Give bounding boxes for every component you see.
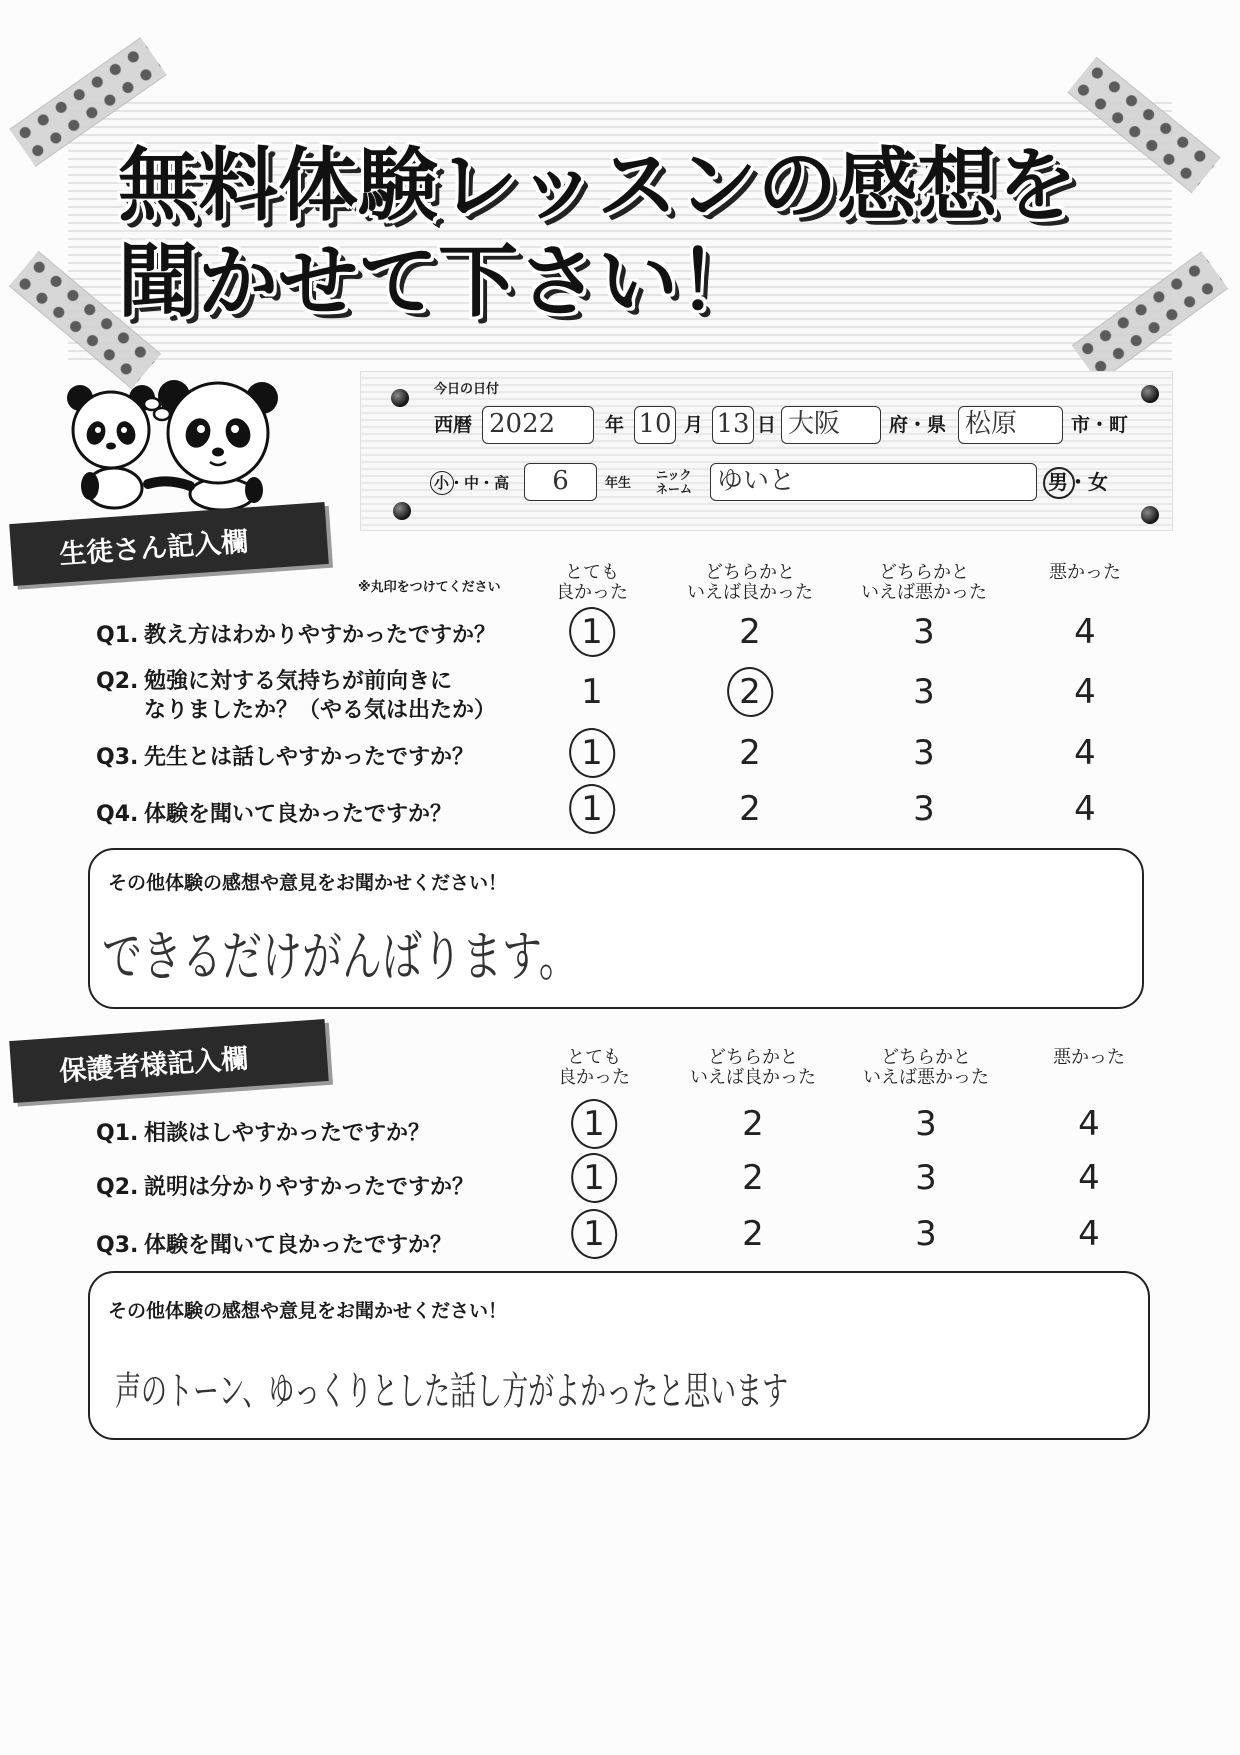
student-section-title: 生徒さん記入欄 bbox=[58, 526, 250, 571]
date-caption: 今日の日付 bbox=[434, 382, 500, 397]
year-label: 年 bbox=[605, 414, 625, 436]
screw-icon bbox=[1141, 506, 1159, 524]
student-section-header bbox=[9, 502, 329, 586]
parent-question-1 bbox=[96, 1119, 430, 1148]
parent-q3-option-3: 3 bbox=[915, 1214, 937, 1254]
parent-rating-header-1: とても 良かった bbox=[558, 1047, 630, 1088]
gender-options bbox=[1048, 471, 1108, 493]
nickname-label: ニック ネーム bbox=[656, 468, 693, 496]
student-q1-option-3: 3 bbox=[913, 612, 935, 652]
student-q1-option-2: 2 bbox=[739, 612, 761, 652]
parent-rating-header-2: どちらかと いえば良かった bbox=[690, 1047, 816, 1088]
separator: ・ bbox=[449, 474, 465, 492]
question-text: 体験を聞いて良かったですか？ bbox=[144, 802, 453, 827]
gender-1: 女 bbox=[1088, 470, 1108, 494]
parent-question-3 bbox=[96, 1231, 452, 1260]
student-question-4 bbox=[96, 800, 452, 829]
gender-0: 男 bbox=[1048, 470, 1068, 494]
parent-question-2 bbox=[96, 1173, 474, 1202]
parent-q1-option-4: 4 bbox=[1078, 1104, 1100, 1144]
student-comment-box bbox=[88, 848, 1144, 1009]
student-rating-header-3: どちらかと いえば悪かった bbox=[861, 562, 987, 603]
parent-q2-option-2: 2 bbox=[742, 1158, 764, 1198]
school-level-2: 高 bbox=[494, 474, 510, 492]
parent-comment-text: 声のトーン、ゆっくりとした話し方がよかったと思います bbox=[115, 1370, 789, 1415]
student-q1-option-1: 1 bbox=[581, 612, 603, 652]
student-q3-option-1: 1 bbox=[581, 733, 603, 773]
screw-icon bbox=[391, 389, 409, 407]
question-number: Q1. bbox=[96, 1121, 139, 1146]
parent-q1-option-1: 1 bbox=[583, 1104, 605, 1144]
student-q4-option-4: 4 bbox=[1074, 789, 1096, 829]
question-text: 相談はしやすかったですか？ bbox=[144, 1121, 431, 1146]
city-field: 松原 bbox=[958, 406, 1063, 444]
parent-q1-option-2: 2 bbox=[742, 1104, 764, 1144]
student-rating-header-4: 悪かった bbox=[1049, 562, 1121, 583]
parent-q1-option-3: 3 bbox=[915, 1104, 937, 1144]
student-rating-header-1: とても 良かった bbox=[556, 562, 628, 603]
school-level-options bbox=[434, 472, 509, 494]
school-level-1: 中 bbox=[464, 474, 480, 492]
student-question-1 bbox=[96, 621, 496, 650]
question-number: Q2. bbox=[96, 1175, 139, 1200]
panda-small bbox=[67, 385, 170, 508]
title-line-1: 無料体験レッスンの感想を bbox=[118, 139, 1078, 232]
screw-icon bbox=[1141, 385, 1159, 403]
student-q2-option-1: 1 bbox=[581, 672, 603, 712]
student-q4-option-3: 3 bbox=[913, 789, 935, 829]
screw-icon bbox=[393, 502, 411, 520]
student-q3-option-4: 4 bbox=[1074, 733, 1096, 773]
parent-comment-box bbox=[88, 1271, 1150, 1440]
month-label: 月 bbox=[684, 414, 704, 436]
question-text: 説明は分かりやすかったですか？ bbox=[144, 1175, 475, 1200]
question-text: 教え方はわかりやすかったですか？ bbox=[144, 623, 497, 648]
panda-large bbox=[148, 380, 278, 510]
parent-q3-option-1: 1 bbox=[583, 1214, 605, 1254]
parent-section-header bbox=[9, 1019, 329, 1103]
era-label: 西暦 bbox=[434, 414, 473, 436]
year-field: 2022 bbox=[482, 406, 594, 444]
student-q1-option-4: 4 bbox=[1074, 612, 1096, 652]
profile-card bbox=[361, 372, 1172, 530]
parent-q2-option-1: 1 bbox=[583, 1158, 605, 1198]
question-text: 体験を聞いて良かったですか？ bbox=[144, 1233, 453, 1258]
parent-comment-label: その他体験の感想や意見をお聞かせください！ bbox=[108, 1300, 508, 1322]
prefecture-label: 府・県 bbox=[889, 414, 947, 436]
nickname-field: ゆいと bbox=[710, 463, 1037, 501]
question-text: 勉強に対する気持ちが前向きに なりましたか？（やる気は出たか） bbox=[144, 669, 497, 723]
question-text: 先生とは話しやすかったですか？ bbox=[144, 745, 475, 770]
school-level-0: 小 bbox=[434, 474, 450, 492]
parent-q2-option-4: 4 bbox=[1078, 1158, 1100, 1198]
parent-q3-option-2: 2 bbox=[742, 1214, 764, 1254]
day-label: 日 bbox=[757, 414, 777, 436]
student-rating-header-2: どちらかと いえば良かった bbox=[687, 562, 813, 603]
separator: ・ bbox=[1068, 470, 1088, 494]
student-q3-option-3: 3 bbox=[913, 733, 935, 773]
student-q2-option-4: 4 bbox=[1074, 672, 1096, 712]
city-label: 市・町 bbox=[1071, 414, 1129, 436]
student-question-2 bbox=[96, 667, 496, 725]
question-number: Q4. bbox=[96, 802, 139, 827]
question-number: Q1. bbox=[96, 623, 139, 648]
student-q4-option-2: 2 bbox=[739, 789, 761, 829]
instruction-text: ※丸印をつけてください bbox=[358, 580, 501, 595]
student-q4-option-1: 1 bbox=[581, 789, 603, 829]
prefecture-field: 大阪 bbox=[781, 406, 881, 444]
separator: ・ bbox=[479, 474, 495, 492]
title-line-2: 聞かせて下さい！ bbox=[118, 235, 758, 328]
question-number: Q3. bbox=[96, 1233, 139, 1258]
question-number: Q2. bbox=[96, 669, 139, 694]
panda-illustration bbox=[56, 378, 288, 510]
student-question-3 bbox=[96, 743, 474, 772]
question-number: Q3. bbox=[96, 745, 139, 770]
month-field: 10 bbox=[634, 406, 676, 444]
student-q2-option-3: 3 bbox=[913, 672, 935, 712]
grade-field: 6 bbox=[524, 463, 597, 501]
parent-rating-header-4: 悪かった bbox=[1053, 1047, 1125, 1068]
day-field: 13 bbox=[712, 406, 754, 444]
parent-q3-option-4: 4 bbox=[1078, 1214, 1100, 1254]
parent-rating-header-3: どちらかと いえば悪かった bbox=[863, 1047, 989, 1088]
parent-section-title: 保護者様記入欄 bbox=[58, 1043, 250, 1088]
student-comment-text: できるだけがんばります。 bbox=[102, 926, 579, 989]
student-q3-option-2: 2 bbox=[739, 733, 761, 773]
parent-q2-option-3: 3 bbox=[915, 1158, 937, 1198]
grade-label: 年生 bbox=[605, 476, 632, 491]
student-q2-option-2: 2 bbox=[739, 672, 761, 712]
student-comment-label: その他体験の感想や意見をお聞かせください！ bbox=[108, 872, 508, 894]
